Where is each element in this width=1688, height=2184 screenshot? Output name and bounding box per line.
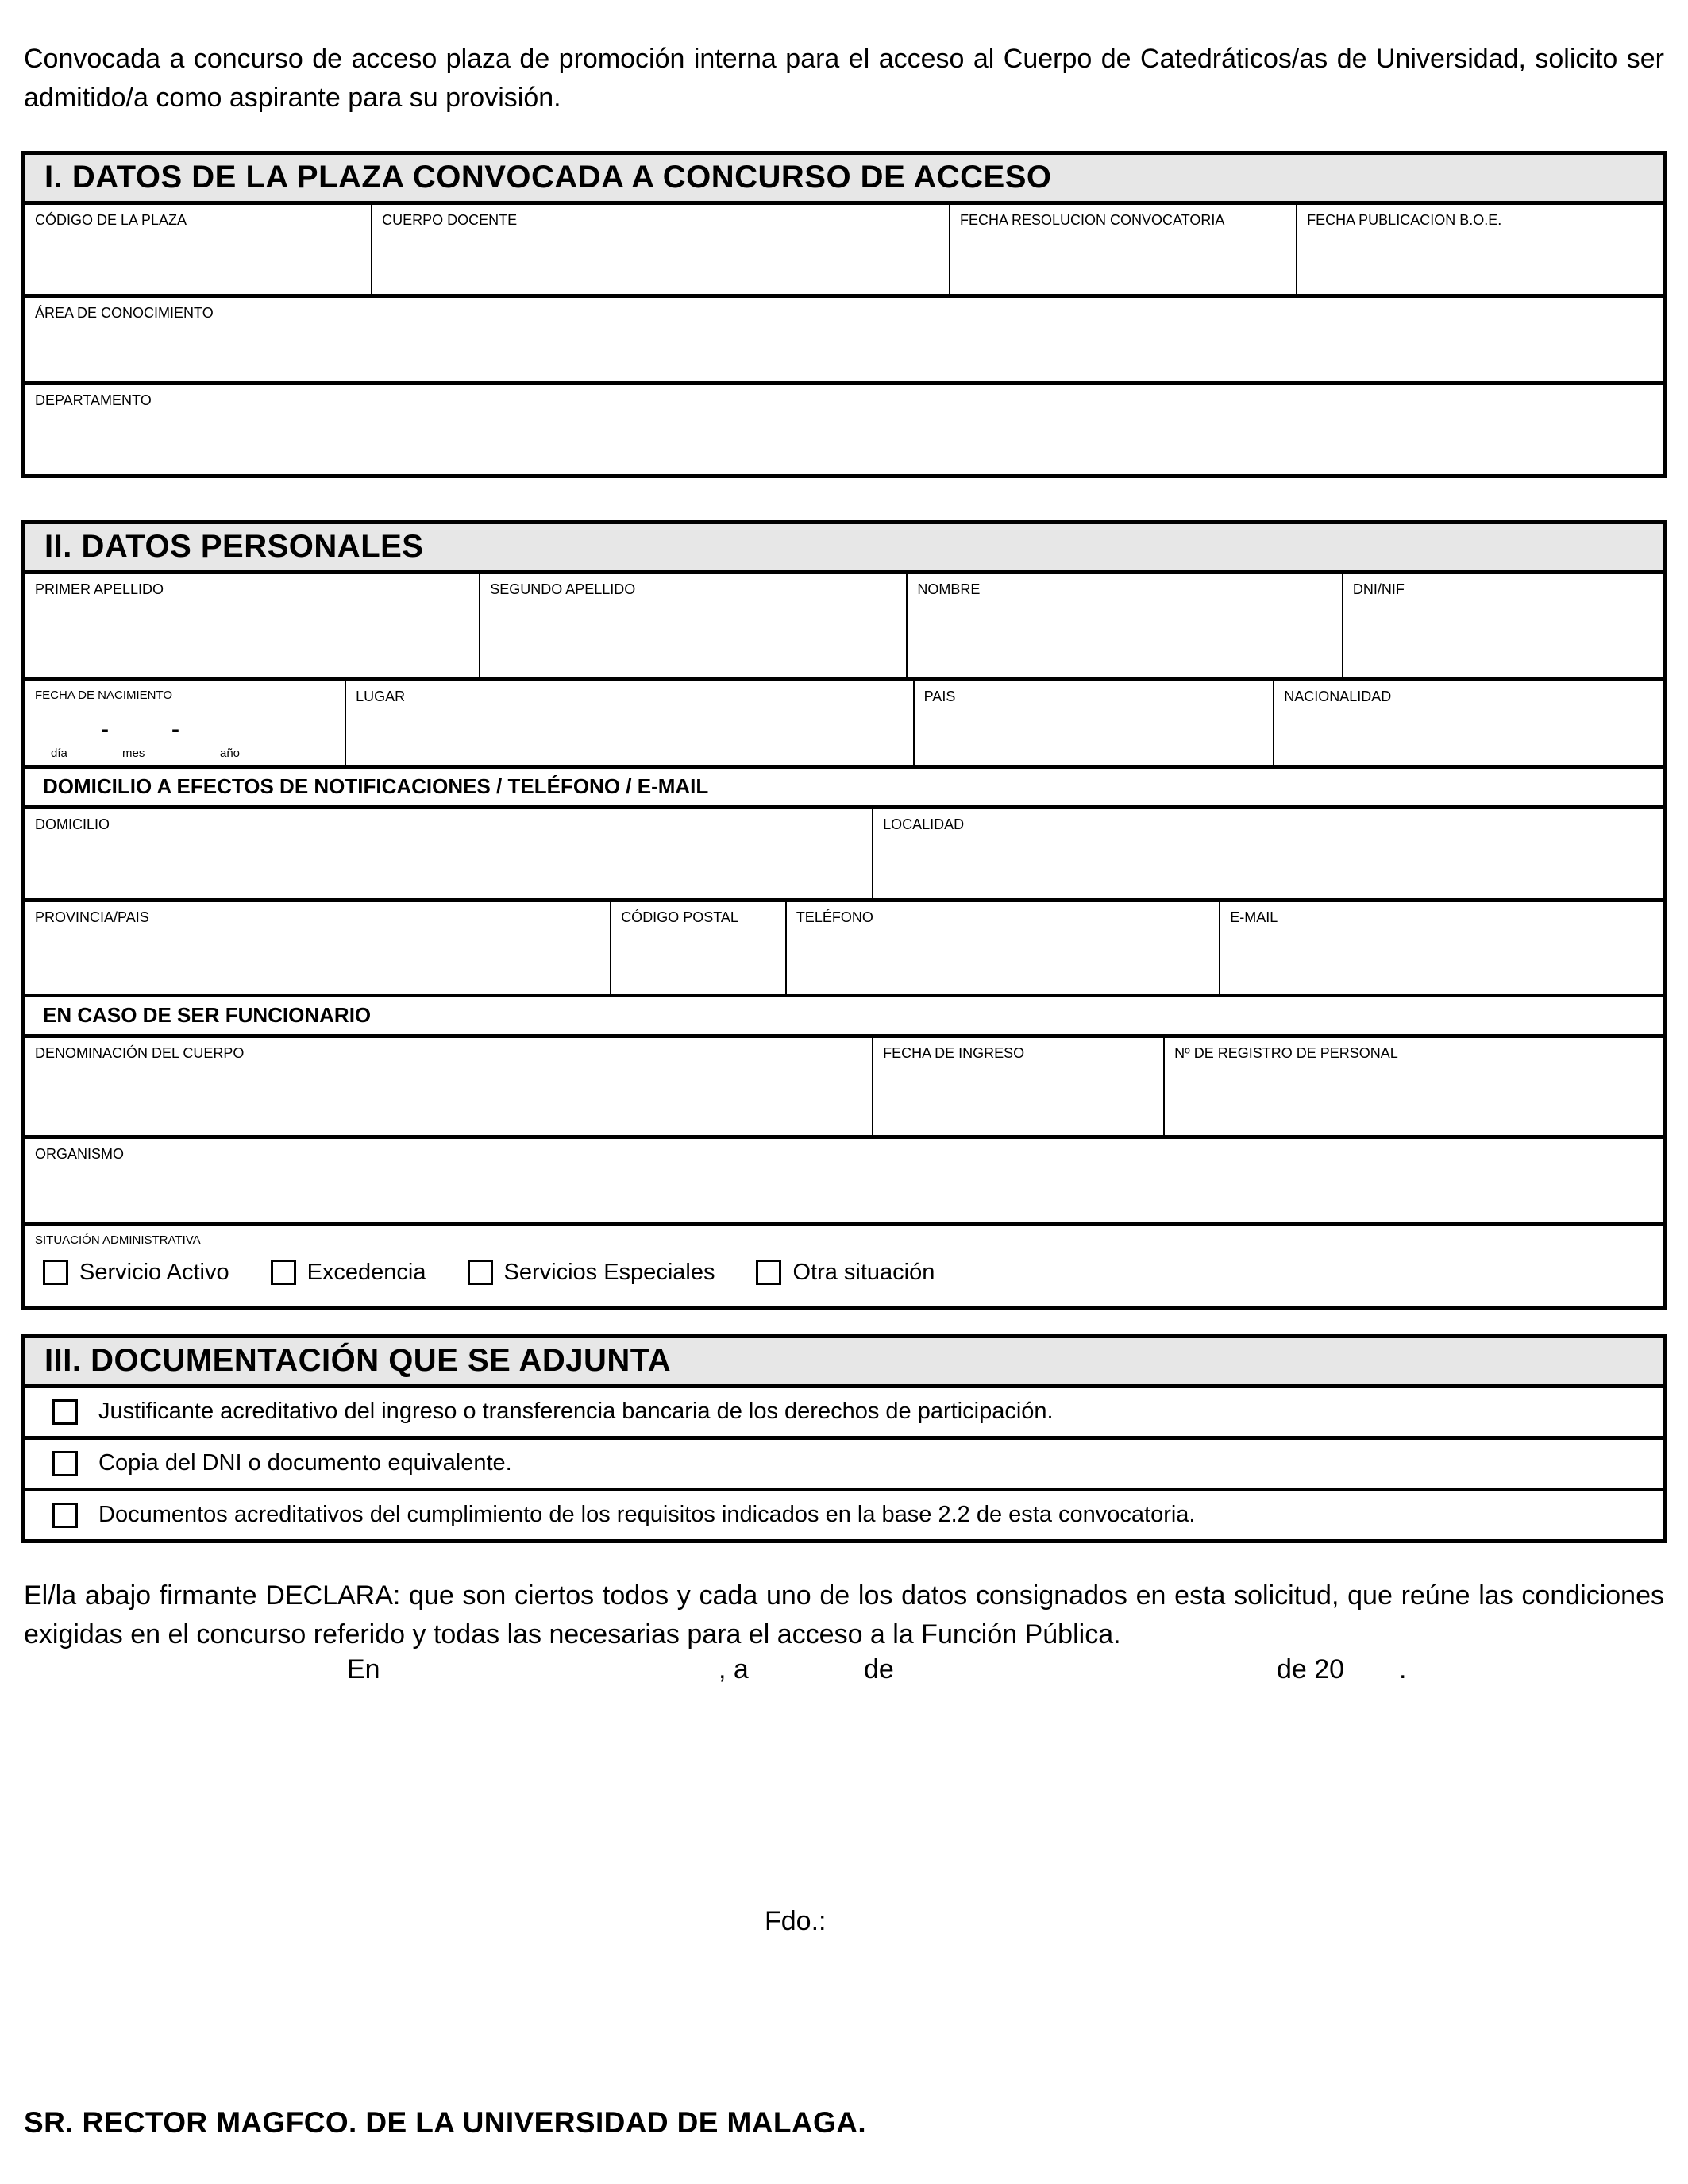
domicilio-field[interactable] [25,809,873,898]
checkbox-excedencia[interactable] [271,1260,296,1285]
situacion-administrativa-label: SITUACIÓN ADMINISTRATIVA [35,1233,201,1247]
nombre-field[interactable] [908,574,1343,677]
doc-item-justificante [25,1388,1663,1440]
date-a-label: , a [719,1653,749,1684]
fecha-ingreso-field[interactable] [873,1038,1165,1135]
fecha-nacimiento-label: FECHA DE NACIMIENTO [35,688,173,702]
dia-label: día [51,746,67,760]
segundo-apellido-label: SEGUNDO APELLIDO [490,581,636,597]
section-datos-personales [21,520,1667,1310]
fecha-resolucion-label: FECHA RESOLUCION CONVOCATORIA [960,211,1225,228]
checkbox-servicio-activo[interactable] [43,1260,68,1285]
nacimiento-row [25,681,1663,769]
domicilio-subheader: DOMICILIO A EFECTOS DE NOTIFICACIONES / TELÉFONO / E-MAIL [25,769,1663,809]
num-registro-personal-field[interactable] [1165,1038,1663,1135]
mes-label: mes [122,746,145,760]
domicilio-row [25,809,1663,902]
situacion-options [35,1260,1653,1286]
nombre-label: NOMBRE [917,581,981,597]
doc-item-copia-dni [25,1440,1663,1491]
lugar-field[interactable] [346,681,915,765]
organismo-row [25,1139,1663,1226]
date-dot-label: . [1399,1653,1407,1684]
codigo-plaza-label: CÓDIGO DE LA PLAZA [35,211,187,228]
nacionalidad-label: NACIONALIDAD [1284,688,1392,704]
codigo-postal-label: CÓDIGO POSTAL [621,909,738,925]
plaza-row-area [25,298,1663,385]
signature-label: Fdo.: [765,1906,827,1936]
cuerpo-docente-field[interactable] [372,205,950,294]
date-separator: - [101,716,109,743]
denominacion-cuerpo-label: DENOMINACIÓN DEL CUERPO [35,1044,245,1061]
situacion-option-servicios-especiales [468,1260,715,1286]
apellidos-row [25,574,1663,681]
provincia-pais-label: PROVINCIA/PAIS [35,909,149,925]
pais-field[interactable] [915,681,1275,765]
localidad-label: LOCALIDAD [883,816,965,832]
dni-nif-label: DNI/NIF [1352,581,1405,597]
funcionario-subheader: EN CASO DE SER FUNCIONARIO [25,997,1663,1038]
anio-label: año [220,746,241,760]
cuerpo-docente-label: CUERPO DOCENTE [382,211,518,228]
checkbox-documentos-acreditativos[interactable] [52,1503,78,1528]
email-label: E-MAIL [1230,909,1278,925]
otra-situacion-label: Otra situación [792,1259,935,1285]
fecha-ingreso-label: FECHA DE INGRESO [883,1044,1025,1061]
checkbox-copia-dni[interactable] [52,1451,78,1476]
section3-title: III. DOCUMENTACIÓN QUE SE ADJUNTA [25,1338,1663,1388]
email-field[interactable] [1220,902,1663,994]
doc-item-documentos-acreditativos-label: Documentos acreditativos del cumplimiento de los requisitos indicados en la base 2.2 de esta convocatoria. [98,1502,1196,1528]
cuerpo-funcionario-row [25,1038,1663,1139]
situacion-option-servicio-activo [43,1260,229,1286]
localidad-field[interactable] [873,809,1663,898]
servicios-especiales-label: Servicios Especiales [503,1259,715,1285]
doc-item-copia-dni-label: Copia del DNI o documento equivalente. [98,1450,512,1476]
num-registro-personal-label: Nº DE REGISTRO DE PERSONAL [1174,1044,1398,1061]
servicio-activo-label: Servicio Activo [79,1259,229,1285]
departamento-label: DEPARTAMENTO [35,392,152,408]
telefono-field[interactable] [787,902,1220,994]
intro-paragraph: Convocada a concurso de acceso plaza de promoción interna para el acceso al Cuerpo de Catedráticos/as de Universidad, solicito ser admitido/a como aspirante para su provisión. [24,44,1664,113]
primer-apellido-label: PRIMER APELLIDO [35,581,164,597]
situacion-option-excedencia [271,1260,426,1286]
date-line [0,1654,1688,1694]
dni-nif-field[interactable] [1343,574,1663,677]
plaza-row-1 [25,205,1663,298]
date-separator: - [171,716,179,743]
excedencia-label: Excedencia [306,1259,426,1285]
section-documentacion [21,1334,1667,1543]
date-de20-label: de 20 [1277,1653,1345,1684]
date-en-label: En [347,1653,380,1684]
declaration-paragraph: El/la abajo firmante DECLARA: que son ciertos todos y cada uno de los datos consignados en esta solicitud, que reúne las condiciones exigidas en el concurso referido y todas las necesarias para el acceso a la Función Pública. [24,1580,1664,1650]
codigo-plaza-field[interactable] [25,205,372,294]
provincia-row [25,902,1663,997]
section-datos-plaza [21,151,1667,478]
lugar-label: LUGAR [356,688,406,704]
organismo-field[interactable] [25,1139,1663,1222]
fecha-nacimiento-field[interactable] [25,681,346,765]
situacion-option-otra-situacion [756,1260,935,1286]
segundo-apellido-field[interactable] [480,574,908,677]
fecha-resolucion-field[interactable] [950,205,1297,294]
addressee-line: SR. RECTOR MAGFCO. DE LA UNIVERSIDAD DE MALAGA. [24,2106,866,2139]
doc-item-justificante-label: Justificante acreditativo del ingreso o transferencia bancaria de los derechos de participación. [98,1399,1054,1425]
primer-apellido-field[interactable] [25,574,480,677]
departamento-field[interactable] [25,385,1663,474]
section2-title: II. DATOS PERSONALES [25,524,1663,574]
situacion-administrativa-row [25,1226,1663,1306]
area-conocimiento-label: ÁREA DE CONOCIMIENTO [35,304,214,321]
area-conocimiento-field[interactable] [25,298,1663,381]
doc-item-documentos-acreditativos [25,1491,1663,1539]
domicilio-label: DOMICILIO [35,816,110,832]
fecha-publicacion-label: FECHA PUBLICACION B.O.E. [1307,211,1502,228]
nacionalidad-field[interactable] [1274,681,1663,765]
section1-title: I. DATOS DE LA PLAZA CONVOCADA A CONCURSO DE ACCESO [25,155,1663,205]
date-de-label: de [864,1653,894,1684]
checkbox-servicios-especiales[interactable] [468,1260,493,1285]
fecha-publicacion-field[interactable] [1297,205,1663,294]
codigo-postal-field[interactable] [611,902,787,994]
telefono-label: TELÉFONO [796,909,873,925]
denominacion-cuerpo-field[interactable] [25,1038,873,1135]
pais-label: PAIS [923,688,956,704]
provincia-pais-field[interactable] [25,902,611,994]
situacion-administrativa-field [25,1226,1663,1306]
checkbox-justificante-ingreso[interactable] [52,1399,78,1425]
organismo-label: ORGANISMO [35,1145,125,1162]
checkbox-otra-situacion[interactable] [756,1260,781,1285]
plaza-row-departamento [25,385,1663,474]
